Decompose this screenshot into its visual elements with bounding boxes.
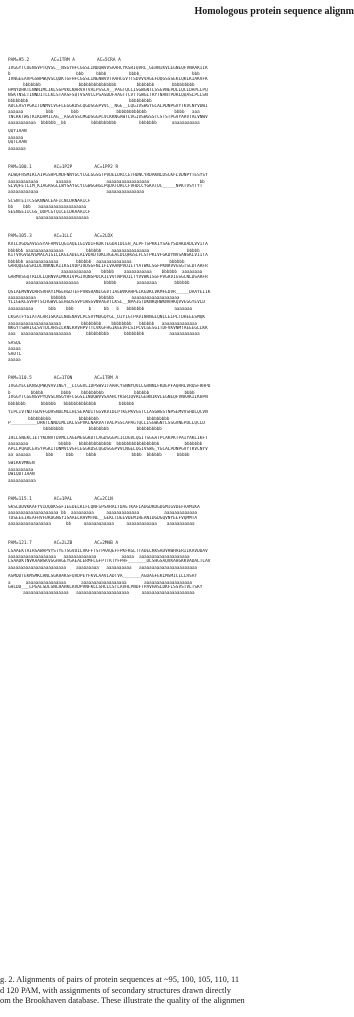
pam-value: PAM=100.1 [8,165,32,171]
alignment-block [8,234,354,362]
pam-value: PAM=110.5 [8,376,32,382]
accession-code: AC=1PAL [53,496,73,502]
secondary-structure-line: aaaaaaaaaaaaaaaaaaaaa [8,214,89,220]
secondary-structure-line: aaaaaa bbb bbb bbbbbbbbbbbb bbbb aaa [8,109,200,115]
sequence-line: IHLLSNEKCIETYKDNVTDVMLCAGEMEGGKDTCAGDSGGPLICDGVLQGITSGGATPCAKPKTPAIYAKLIKFT [8,435,208,441]
sequence-line: IVGGYTCGENSVPYQVSLNSGYHFCGGSLINDQWVVSAAHCYKSRIQVRLGEHNIKVLEGNEQFVNAAKIIKHPN [8,395,208,401]
secondary-structure-line: aa aaaaaa bbb bbb bbbb bbbb bbbbbb bbbbb [8,451,190,457]
secondary-structure-line: aaaaaaaaaaaaaaaaa bb aaaaaaaaaaaa aaaaaaaaaaaa aaaaaaaaaaa [8,521,195,527]
sequence-line: SCSNTEITCSSKNNACEAFICNCDRNAAICF [8,198,91,204]
secondary-structure-line: aaaaa [8,357,21,363]
sequence-line: ALWQFRSMIKCAIPGSHPLMDFNNYGCYCGLGGSGTPVDELDRCCETHDNCYRDAKNLDSCKFLVDNPYTESYSY [8,173,208,179]
secondary-structure-line: aaaaaaaaaaaaaaaaaaaa bb aaaaaaaaa aaaaaaaaaaaaa aaaaaaaaaaaaa [8,510,198,516]
secondary-structure-line: a aaaaaaaaaaaaaaaa aaaaaaaaaaaaaaaaaa aaaaaaaaaaaaaaaaaaa [8,579,193,585]
secondary-structure-line: aaaaa [8,346,21,352]
sequence-line: SLVQFETLIM_KIAGRSGLLWYSAYGCYCGWGGHGLPQDATDRCCFVHDCCYGKATDC_____NPKTVSYTYT [8,183,203,189]
sequence-line: LKGATFYGIATALARISKAILNDENAVLPLSVYMDGQYGL_DIYIGTPAVINRNGIQNILEIPLTDHEEESMQK [8,315,206,321]
secondary-structure-line: aaaaaaaaaaa bbbbbb__bb bbbbbbbbbb bbbbbbb aaaaaaaaaaa [8,120,200,126]
sequence-line: HPNYDRKTLNNNIMLIKLSSPVKLNARVATVALPSSCA__PAGTQCLISGWGNTLSSGVNEPDLLQCLDAPLLPQ [8,87,208,93]
secondary-structure-line: aaaaaaaaaaaaaaaaaa aaaaaaaaaaaaaaaaaaaaa aaaaaaaaaaaaaaaaaaaaa [8,590,195,596]
secondary-structure-line: aaaaaaaa bbbbb bbbbbbbbbbbbb bbbbbbbbbbbbbbbbb bbbbbbb [8,441,203,447]
secondary-structure-line: aaaaaaaaaa [8,466,34,472]
secondary-structure-line: bbbbbb aaaaaaaaaaaaa bbbbbb aaaaaaaaaaaaaa bbbbbb [8,258,185,264]
sequence-line: NSKTNSLTINNDITLLKLSTAASFSQTVSAVCLPSASDDFAAGTTCVTTGWGLTRYTNANTPDRLQQASLPLLSN [8,93,208,99]
pam-value: PAM=95.2 [8,58,30,63]
sequence-line: KITVVGVGDVGMACAISILLKGLADELALVDADTDKLRGEALDLQHGSLFLSTPKIVFGKDYNVSANSKLVIITA [8,253,208,259]
secondary-structure-line: b bbb bbbb bbbb_ bbb [8,71,200,77]
secondary-structure-line: aaaaaaaaaaaaaaaaaaa aaaaaaaaaaaaa aaaaa aaaaaaaaaaaaaaaaaaaa [8,554,190,559]
secondary-structure-line: aaaaaaaaaaaaaaaaaaaaaaa aaaaaaaaa aaaaaaaaaa aaaaaaaaaaaaaaaaaaaaaaa [8,564,198,570]
sequence-line: P__________DRKTLNNDIMLIKLSSPVKLNARVATVALPSSCAPAGTQCLISGWGNTLSSGVNEPDLLQCLD [8,420,206,426]
secondary-structure-line: bbbbbbbb bbbbbbbbb [8,98,152,104]
accession-code: AC=5CRA A [96,58,121,63]
secondary-structure-line: bbbbbbbb bbbbbbbb bbbbbbbbbb [8,426,162,432]
caption-line: om the Brookhaven database. These illustrate the quality of the alignmen [0,996,245,1005]
sequence-line: GHLDD___LPGALSDLSNLHAHKLRVDPVNFKLLSHCLLSTLAVHLPNDFTPAVHASLDKFLSSVSTVLTSKY [8,585,203,591]
alignment-blocks [8,58,354,610]
pam-value: PAM=121.7 [8,540,32,546]
sequence-line: IVGGYECEKNSQPWQVAVINEY__LCGGVLIDPSWVITAAHCYSNNYQVLLGRNNLFKDEPFAQRRLVRQSFRHPD [8,384,211,390]
sequence-line: APLLPQADCEASYPGKITDNMVCVGFLEGGKDSCQGDSGGPVVCNGELQGIVSWG_YGCALPDNPGVYTKVCNYV [8,446,208,452]
secondary-structure-line: aaaaaaaaaaaaaaaaaaaaa bbbbb aaaaaaaa bbbbbb [8,280,190,286]
secondary-structure-line: aaaaaaaaaaaaaaaaaaaaa bbbbbbbb bbbbbbbb bbbbbb aaaaaaaaaaaaaa [8,320,198,326]
sequence-line: IVGGYTCOENSVPTQVSL__NSGYHFCGGSLINDQWVVSAAHCYKSRIQVRL_GEHNIKVLEGNEQFVNAAKIIK [8,66,208,71]
accession-code: AC=1PP2 R [94,165,119,171]
sequence-line: TNCKKTWGTKIKDAMICAG__ASGVSSCMGDSGGPLVCKKNGAWTLVGIVSWGSSTCSTSTPGVYARVTALVNWV [8,114,208,120]
accession-code: AC=1TON [53,376,73,382]
sequence-line: IVNGEEAVPGSWPWQVSLQDKTGFHFCGGSLINENWVVTAAHCGVTTSDVVVAGEFDQGSSSEKIQKLKIAKVFK [8,76,208,82]
secondary-structure-line: bbbbbbb bbbbbb bbbbbbbbbbbbb bbbbbb [8,400,135,406]
secondary-structure-line: aaaaaaaaaaaa aaaaaaaaaaaaaaa [8,189,145,195]
alignment-block [8,497,354,527]
sequence-line: TDSEEEIREAFRVFDKDGNGYISAAELRHVMTNL__GEKLTDEEVDEMIREANIDGDGQVNYEEFVQMMTA [8,515,198,521]
alignment-block [8,58,354,151]
sequence-line: DWIQDTIAAN [8,472,35,478]
accession-code: AC=1TRM A [94,376,119,382]
caption-line: d 120 PAM, with assignments of secondary structures drawn directly [0,985,231,995]
accession-code: AC=2CLN [94,496,113,502]
sequence-line: YLIGEKLGVHPTSCHGWVLGEHGDSSVPIWSGVNVAGVTLKSL__NPAIGTDKNKQHWKNVHKQVVEGGYEVLD [8,300,206,306]
accession-code: AC=2LZB [53,540,73,546]
secondary-structure-line: aaaaaaaaaaa bbbbbb bbbbbb aaaaaaaaaaaaaaaaaaa [8,295,180,300]
secondary-structure-line: aaaaaaaaaaaa bbbbb aaaaaaaaaaa bbbbbb aaaaaaaa [8,269,203,275]
accession-code: AC=1LLC [53,234,73,240]
sequence-line: GARQQEGESRLDLVNKNLKIIKSIVDPIVDSGFNLIFLVAANPVDILTYATWKLSGFPKNRVVGSGTSLDTARFR [8,263,208,269]
sequence-line: ASMDDTEKMSMKLRNLSGKHAKSFQVDPEYFKVLAAVIADTVA_______AGDAGFEKLMSMICILLRSAY [8,574,198,580]
sequence-line: SASQL [8,340,22,346]
pam-value: PAM=105.3 [8,234,32,240]
sequence-line: SEENGEIICGG_DDPCGTQICECDKAAAICF [8,209,91,215]
accession-code: AC=1P2P [53,165,73,171]
accession-code: AC=1TRM A [51,58,75,63]
secondary-structure-line: b bbbbb bbbb bbbbbbbbb bbbbbb bbbb [8,389,195,395]
sequence-line: KVILVGDGAVGSSYAFAMVLQGIAQEIGIVDIFKDKTEGDAIDLEH_ALPFTSPKKIYSAEYSDAKDADLVVITA [8,242,208,248]
alignment-block [8,541,354,596]
sequence-line: YIPLIVTNDTGDVFGDHSNDLMLLHLSEPADITGGVKVIDLPTKEPKVGSTCLASGWGSTNPSEMVVSHDLQCVN [8,410,208,416]
secondary-structure-line: aaaaaa [8,134,24,140]
pam-value: PAM=115.1 [8,496,32,502]
alignment-block [8,165,354,220]
sequence-line: GARMVSGQTRLDLLQRNVAIMKAIVPGIVQNSPDCKIIVVTNPVDILTYVVWKISGFPVGRVIGSGCNLDSARFR [8,274,208,280]
sequence-line: QQTLAAN [8,140,27,146]
sequence-line: LSAADKTNVKAAWSKVGGHAGEYGAEALERMFLGFPTTKTYFPHF_______DLSHGSAQVKAHGKKVADALTLAV [8,559,211,565]
page-header: Homologous protein sequence alignm [194,6,354,17]
secondary-structure-line: aaaaaaaaaaa [8,477,36,483]
figure-caption [0,975,354,1007]
secondary-structure-line: aaaaaaa [8,145,26,151]
secondary-structure-line: aaaaaaaaaaaa aaaaaa aaaaaaaaaaaaaaaaa bb [8,178,205,184]
sequence-line: NKGYTSWAIGLSVTDLARSILKNLKRVHPVTTLVKGFHGIKEEVFLSIPCVLGESGITDFVKVNMTAEEEGLLKK [8,326,208,332]
sequence-line: SKSLDDVKKAFYVIDQDKSGFIEEDELKLFLQNFSPSARALTDAETKAFLADGDKDGDGMIGVDEFAAMIKA [8,504,200,510]
sequence-line: SADTL [8,351,22,357]
alignment-block [8,376,354,483]
sequence-line: QQYIAAN [8,129,27,135]
secondary-structure-line: bb bbb aaaaaaaaaaaaaaaaaaa [8,204,87,210]
secondary-structure-line: aaaaaaaaaa bbb bbb b bb b bbbbbbb aaaaaaa [8,305,193,311]
caption-line: g. 2. Alignments of pairs of protein sequences at ~95, 100, 105, 110, 11 [0,975,240,984]
secondary-structure-line: bbbbbbb bbbbbbbbbbbbbbb bbbbbbb bbbbbbbbb [8,82,195,88]
sequence-line: LSAAEKTAIRSAWAPVYSTYETSGVDILVKFFTSTPAAQEFFPKFKGLTTADELKKSADVRWHAERIIKAVDDAV [8,548,208,554]
secondary-structure-line: bbbbbbbbb bbbbbbbb bbbbbbbbb [8,415,170,421]
accession-code: AC=2MHB A [94,540,119,546]
secondary-structure-line: bbbbbb aaaaaaaaaaaaaaa bbbbbb aaaaaaaaaaaaaaa bbbbb [8,247,200,253]
sequence-line: ADCEASYPGKITDNMVCVGFLEGGKDSCQGDSGGPVVC__NGE__LQGIVSWGYGCALPDNPGVYTKVCNYVDWI [8,103,208,109]
sequence-line: SWIKKVMKEN [8,461,35,467]
accession-code: AC=2LDX [94,234,113,240]
sequence-line: QSIAEMVNVDARSVHAYIMGEHGDTEFPVWSHANIGGVTIAEWVKAHPEIKEDKLVKMFEDVR_____DAAYEIIK [8,289,211,295]
secondary-structure-line: aaa aaaaaaaaaaaaaaaaaaaa bbbbbbbbb bbbbbbbb aaaaaaaaaaaa [8,331,200,337]
